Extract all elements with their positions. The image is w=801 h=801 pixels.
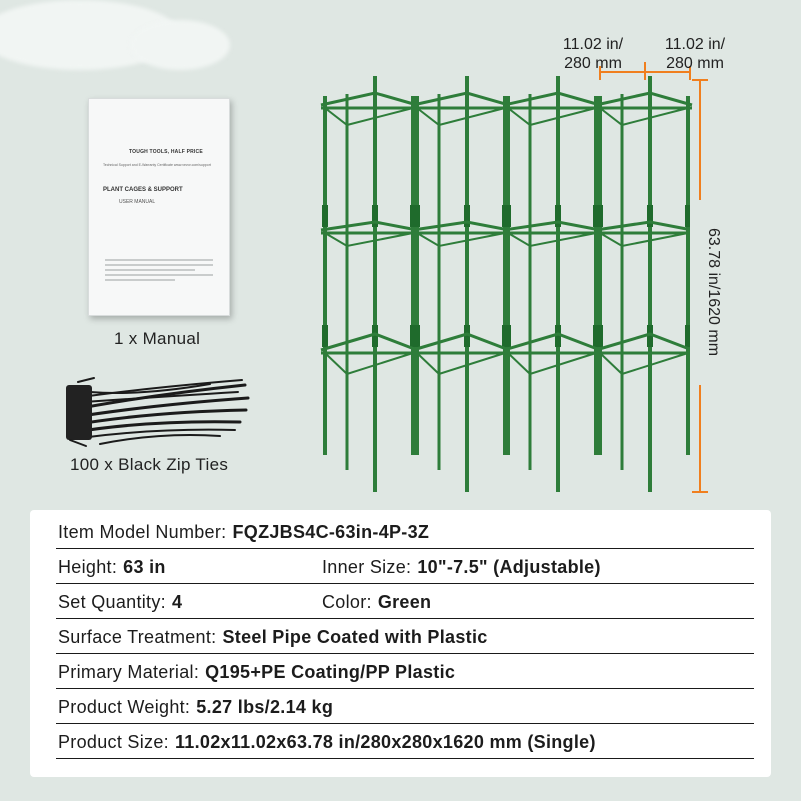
cage-joint	[597, 205, 603, 227]
manual-title: PLANT CAGES & SUPPORT	[103, 187, 183, 193]
spec-key: Color:	[322, 592, 372, 612]
spec-value: 10"-7.5" (Adjustable)	[417, 557, 601, 577]
spec-value: 63 in	[123, 557, 166, 577]
spec-value: Green	[377, 592, 432, 612]
cage-ring	[596, 93, 692, 105]
cage-joint	[505, 205, 511, 227]
spec-cell	[58, 732, 596, 753]
cage-ring	[325, 353, 413, 374]
cage-ring	[504, 93, 600, 105]
cage-ring	[504, 334, 600, 350]
cage-ring	[417, 233, 505, 246]
width-dimension-line: 280 mm	[666, 55, 724, 72]
cage-ring	[596, 222, 692, 230]
manual-support: Technical Support and E-Warranty Certificate www.vevor.com/support	[103, 163, 211, 167]
cage-ring	[508, 353, 596, 374]
spec-cell	[58, 522, 429, 543]
cage-ring	[413, 334, 509, 350]
spec-value: 4	[171, 592, 183, 612]
spec-key: Set Quantity:	[58, 592, 166, 612]
zip-ties-label: 100 x Black Zip Ties	[70, 455, 229, 474]
spec-key: Inner Size:	[322, 557, 412, 577]
cage-ring	[321, 334, 417, 350]
spec-key: Primary Material:	[58, 662, 200, 682]
spec-cell	[322, 592, 431, 613]
manual-subtitle: USER MANUAL	[119, 199, 156, 205]
cage-joint	[414, 205, 420, 227]
spec-key: Surface Treatment:	[58, 627, 217, 647]
spec-row-quantity	[56, 584, 754, 619]
width-dimension-line: 11.02 in/	[664, 36, 726, 53]
width-dimension-line: 11.02 in/	[562, 36, 624, 53]
spec-row-material	[56, 654, 754, 689]
spec-value: 11.02x11.02x63.78 in/280x280x1620 mm (Single)	[174, 732, 596, 752]
cage-ring	[600, 353, 688, 374]
cage-joint	[322, 205, 328, 227]
cage-joint	[414, 325, 420, 347]
cage-ring	[321, 93, 417, 105]
cage-joint	[505, 325, 511, 347]
cage-ring	[321, 222, 417, 230]
cage-ring	[504, 222, 600, 230]
cage-ring	[600, 108, 688, 125]
width-dimension-left	[553, 35, 633, 73]
spec-key: Height:	[58, 557, 118, 577]
cage-ring	[325, 233, 413, 246]
spec-value: Steel Pipe Coated with Plastic	[222, 627, 488, 647]
spec-key: Product Size:	[58, 732, 169, 752]
manual-brand: TOUGH TOOLS, HALF PRICE	[129, 149, 203, 155]
width-dimension-right	[655, 35, 735, 73]
spec-value: FQZJBS4C-63in-4P-3Z	[232, 522, 430, 542]
cage-ring	[508, 108, 596, 125]
cage-ring	[508, 233, 596, 246]
spec-row-height	[56, 549, 754, 584]
spec-cell	[58, 557, 166, 578]
cage-joint	[322, 325, 328, 347]
cage-ring	[596, 334, 692, 350]
cage-ring	[413, 222, 509, 230]
height-dimension: 63.78 in/1620 mm	[705, 227, 722, 357]
cage-ring	[600, 233, 688, 246]
spec-cell	[322, 557, 601, 578]
spec-cell	[58, 662, 455, 683]
spec-table	[30, 510, 771, 777]
manual-label: 1 x Manual	[114, 329, 201, 348]
spec-value: 5.27 lbs/2.14 kg	[196, 697, 334, 717]
spec-key: Item Model Number:	[58, 522, 227, 542]
width-dimension-line: 280 mm	[564, 55, 622, 72]
spec-cell	[58, 592, 182, 613]
spec-cell	[58, 627, 488, 648]
cage-ring	[417, 353, 505, 374]
cage-ring	[325, 108, 413, 125]
cage-ring	[417, 108, 505, 125]
spec-row-surface	[56, 619, 754, 654]
cage-ring	[413, 93, 509, 105]
spec-key: Product Weight:	[58, 697, 191, 717]
spec-cell	[58, 697, 333, 718]
cage-joint	[597, 325, 603, 347]
spec-row-weight	[56, 689, 754, 724]
spec-row-model	[56, 514, 754, 549]
spec-row-size	[56, 724, 754, 759]
spec-value: Q195+PE Coating/PP Plastic	[205, 662, 456, 682]
